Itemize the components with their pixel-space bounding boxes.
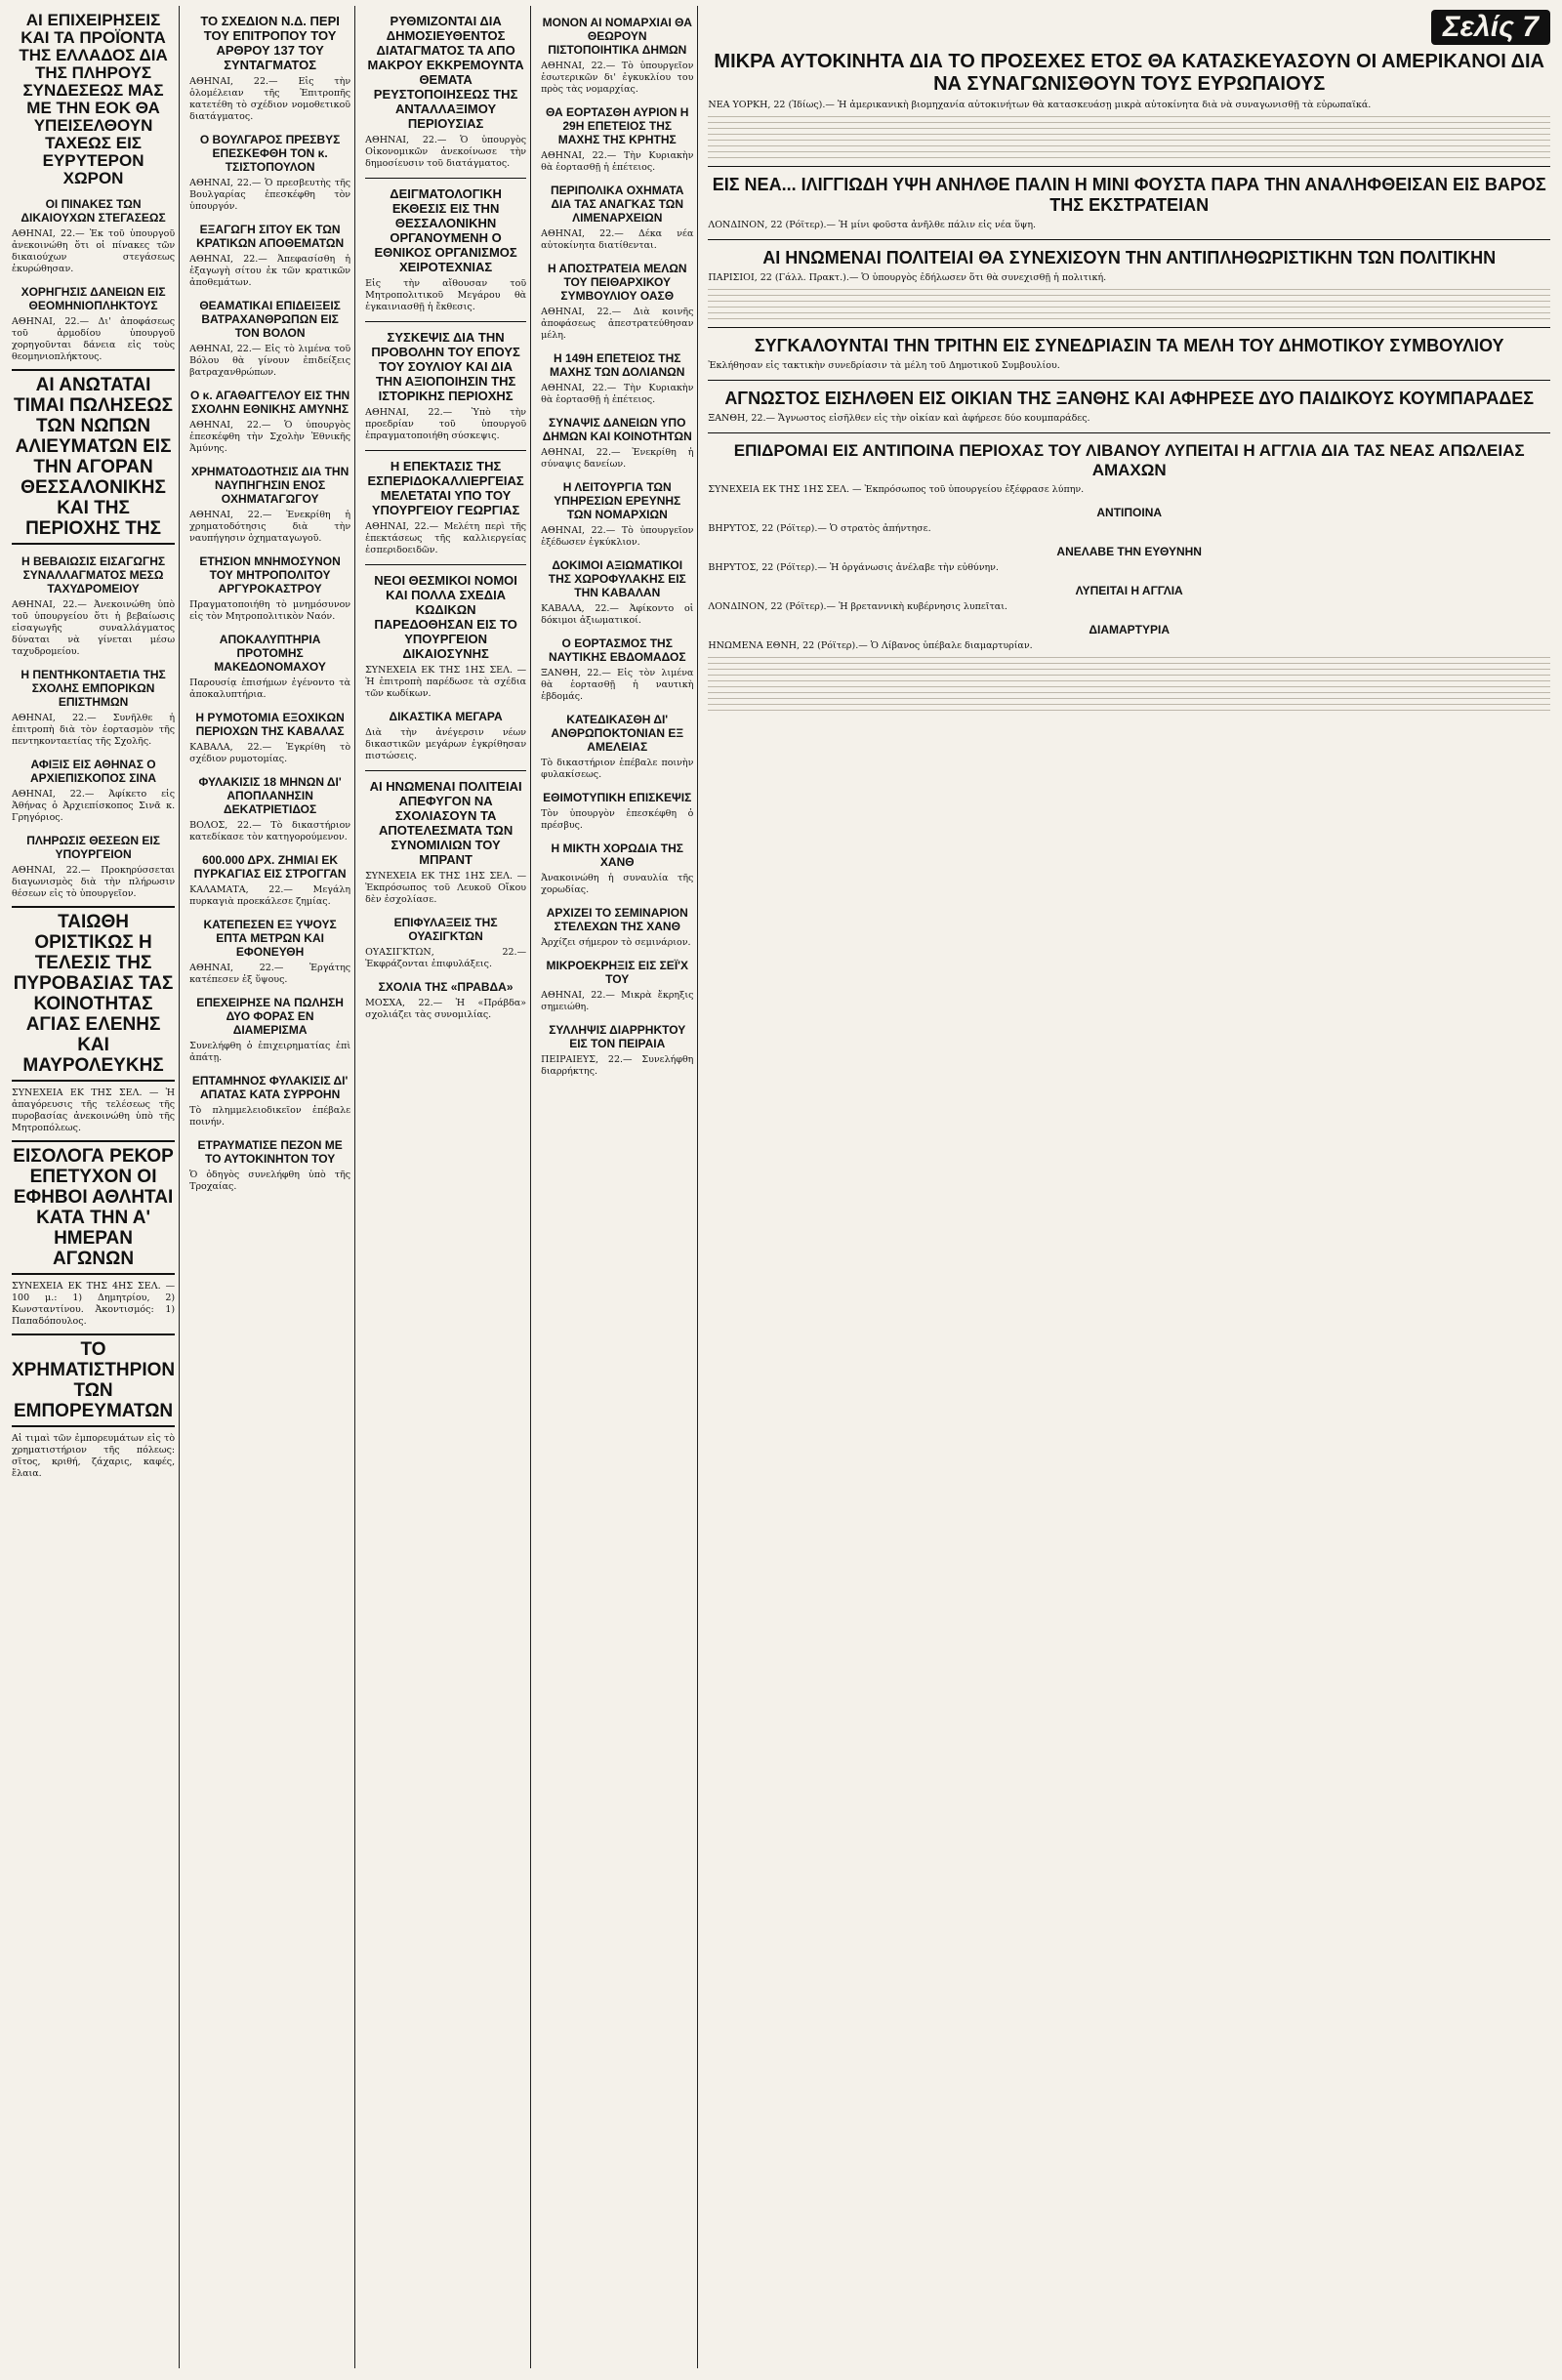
divider	[365, 450, 526, 451]
article-battle-of-crete: ΑΘΗΝΑΙ, 22.— Τὴν Κυριακὴν θὰ ἑορτασθῇ ἡ ἐπέτειος.	[541, 150, 694, 173]
headline-bust-unveiling: ΑΠΟΚΑΛΥΠΤΗΡΙΑ ΠΡΟΤΟΜΗΣ ΜΑΚΕΔΟΝΟΜΑΧΟΥ	[214, 633, 326, 674]
column-2	[185, 6, 355, 2368]
article-ferry-funding: ΑΘΗΝΑΙ, 22.— Ἐνεκρίθη ἡ χρηματοδότησις διὰ τὴν ναυπήγησιν ὀχηματαγωγοῦ.	[189, 510, 351, 544]
article-piggy-banks: ΞΑΝΘΗ, 22.— Ἄγνωστος εἰσῆλθεν εἰς τὴν οἰκίαν καὶ ἀφήρεσε δύο κουμπαράδες.	[708, 413, 1090, 424]
article-protest: ΗΝΩΜΕΝΑ ΕΘΝΗ, 22 (Ρόϊτερ).— Ὁ Λίβανος ὑπέβαλε διαμαρτυρίαν.	[708, 640, 1033, 651]
right-section	[704, 6, 1554, 2368]
article-seminar: Ἀρχίζει σήμερον τὸ σεμινάριον.	[541, 937, 691, 948]
article-bulgarian-ambassador: ΑΘΗΝΑΙ, 22.— Ὁ πρεσβευτὴς τῆς Βουλγαρίας ἐπεσκέφθη τὸν ὑπουργόν.	[189, 178, 351, 212]
subhead-loans-disaster: ΧΟΡΗΓΗΣΙΣ ΔΑΝΕΙΩΝ ΕΙΣ ΘΕΟΜΗΝΙΟΠΛΗΚΤΟΥΣ	[21, 285, 166, 312]
headline-anti-inflation: ΑΙ ΗΝΩΜΕΝΑΙ ΠΟΛΙΤΕΙΑΙ ΘΑ ΣΥΝΕΧΙΣΟΥΝ ΤΗΝ ΑΝΤΙΠΛΗΘΩΡΙΣΤΙΚΗΝ ΤΩΝ ΠΟΛΙΤΙΚΗΝ	[762, 248, 1497, 267]
article-manslaughter: Τὸ δικαστήριον ἐπέβαλε ποινὴν φυλακίσεως.	[541, 758, 694, 780]
article-souli-epic: ΑΘΗΝΑΙ, 22.— Ὑπὸ τὴν προεδρίαν τοῦ ὑπουργοῦ ἐπραγματοποιήθη σύσκεψις.	[365, 407, 527, 441]
headline-nd-plan: ΤΟ ΣΧΕΔΙΟΝ Ν.Δ. ΠΕΡΙ ΤΟΥ ΕΠΙΤΡΟΠΟΥ ΤΟΥ ΑΡΘΡΟΥ 137 ΤΟΥ ΣΥΝΤΑΓΜΑΤΟΣ	[200, 14, 340, 72]
divider	[365, 178, 526, 179]
divider	[708, 432, 1550, 433]
article-loans-disaster: ΑΘΗΝΑΙ, 22.— Δι' ἀποφάσεως τοῦ ἁρμοδίου ὑπουργοῦ χορηγοῦνται δάνεια εἰς τοὺς θεομηνιοπλήκτους.	[12, 316, 176, 362]
article-fire-damages: ΚΑΛΑΜΑΤΑ, 22.— Μεγάλη πυρκαγιὰ προεκάλεσε ζημίας.	[189, 884, 351, 907]
headline-seminar: ΑΡΧΙΖΕΙ ΤΟ ΣΕΜΙΝΑΡΙΟΝ ΣΤΕΛΕΧΩΝ ΤΗΣ ΧΑΝΘ	[546, 906, 688, 933]
article-small-explosion: ΑΘΗΝΑΙ, 22.— Μικρὰ ἔκρηξις σημειώθη.	[541, 990, 694, 1012]
article-wheat-export: ΑΘΗΝΑΙ, 22.— Ἀπεφασίσθη ἡ ἐξαγωγὴ σίτου ἐκ τῶν κρατικῶν ἀποθεμάτων.	[189, 254, 351, 288]
headline-handicraft-exhibition: ΔΕΙΓΜΑΤΟΛΟΓΙΚΗ ΕΚΘΕΣΙΣ ΕΙΣ ΤΗΝ ΘΕΣΣΑΛΟΝΙΚΗΝ ΟΡΓΑΝΟΥΜΕΝΗ Ο ΕΘΝΙΚΟΣ ΟΡΓΑΝΙΣΜΟΣ ΧΕΙΡΟΤΕΧΝΙΑΣ	[374, 186, 517, 274]
headline-manslaughter: ΚΑΤΕΔΙΚΑΣΘΗ ΔΙ' ΑΝΘΡΩΠΟΚΤΟΝΙΑΝ ΕΞ ΑΜΕΛΕΙΑΣ	[551, 713, 684, 754]
article-brandt-talks: ΣΥΝΕΧΕΙΑ ΕΚ ΤΗΣ 1ΗΣ ΣΕΛ. — Ἐκπρόσωπος τοῦ Λευκοῦ Οἴκου δὲν ἐσχολίασε.	[365, 871, 527, 905]
article-archbishop: ΑΘΗΝΑΙ, 22.— Ἀφίκετο εἰς Ἀθήνας ὁ Ἀρχιεπίσκοπος Σινᾶ κ. Γρηγόριος.	[12, 789, 176, 823]
headline-pedestrian: ΕΤΡΑΥΜΑΤΙΣΕ ΠΕΖΟΝ ΜΕ ΤΟ ΑΥΤΟΚΙΝΗΤΟΝ ΤΟΥ	[197, 1138, 343, 1166]
subhead-washington: ΕΠΙΦΥΛΑΞΕΙΣ ΤΗΣ ΟΥΑΣΙΓΚΤΩΝ	[393, 916, 498, 943]
divider	[708, 380, 1550, 381]
article-nd-plan: ΑΘΗΝΑΙ, 22.— Εἰς τὴν ὁλομέλειαν τῆς Ἐπιτροπῆς κατετέθη τὸ σχέδιον νομοθετικοῦ διατάγματος.	[189, 76, 351, 122]
headline-piggy-banks: ΑΓΝΩΣΤΟΣ ΕΙΣΗΛΘΕΝ ΕΙΣ ΟΙΚΙΑΝ ΤΗΣ ΞΑΝΘΗΣ ΚΑΙ ΑΦΗΡΕΣΕ ΔΥΟ ΠΑΙΔΙΚΟΥΣ ΚΟΥΜΠΑΡΑΔΕΣ	[724, 389, 1535, 408]
article-england-regrets: ΛΟΝΔΙΝΟΝ, 22 (Ρόϊτερ).— Ἡ βρεταννικὴ κυβέρνησις λυπεῖται.	[708, 601, 1007, 612]
article-anti-inflation: ΠΑΡΙΣΙΟΙ, 22 (Γάλλ. Πρακτ.).— Ὁ ὑπουργὸς ἐδήλωσεν ὅτι θὰ συνεχισθῇ ἡ πολιτική.	[708, 272, 1107, 283]
headline-patrol-vehicles: ΠΕΡΙΠΟΛΙΚΑ ΟΧΗΜΑΤΑ ΔΙΑ ΤΑΣ ΑΝΑΓΚΑΣ ΤΩΝ ΛΙΜΕΝΑΡΧΕΙΩΝ	[551, 184, 684, 225]
headline-formal-visit: ΕΘΙΜΟΤΥΠΙΚΗ ΕΠΙΣΚΕΨΙΣ	[543, 791, 692, 804]
headline-brandt-talks: ΑΙ ΗΝΩΜΕΝΑΙ ΠΟΛΙΤΕΙΑΙ ΑΠΕΦΥΓΟΝ ΝΑ ΣΧΟΛΙΑΣΟΥΝ ΤΑ ΑΠΟΤΕΛΕΣΜΑΤΑ ΤΩΝ ΣΥΝΟΜΙΛΙΩΝ ΤΟΥ ΜΠΡΑΝΤ	[369, 779, 522, 867]
banner-ephebe-records: ΕΙΣΟΛΟΓΑ ΡΕΚΟΡ ΕΠΕΤΥΧΟΝ ΟΙ ΕΦΗΒΟΙ ΑΘΛΗΤΑΙ ΚΑΤΑ ΤΗΝ Α' ΗΜΕΡΑΝ ΑΓΩΝΩΝ	[12, 1140, 175, 1275]
headline-enterprises: ΑΙ ΕΠΙΧΕΙΡΗΣΕΙΣ ΚΑΙ ΤΑ ΠΡΟΪΟΝΤΑ ΤΗΣ ΕΛΛΑΔΟΣ ΔΙΑ ΤΗΣ ΠΛΗΡΟΥΣ ΣΥΝΔΕΣΕΩΣ ΜΑΣ ΜΕ ΤΗΝ ΕΟΚ ΘΑ ΥΠΕΙΣΕΛΘΟΥΝ ΤΑΧΕΩΣ ΕΙΣ ΕΥΡΥΤΕΡΟΝ ΧΩΡΟΝ	[19, 11, 168, 187]
subhead-courthouses: ΔΙΚΑΣΤΙΚΑ ΜΕΓΑΡΑ	[389, 710, 503, 723]
article-city-council: Ἐκλήθησαν εἰς τακτικὴν συνεδρίασιν τὰ μέλη τοῦ Δημοτικοῦ Συμβουλίου.	[708, 360, 1060, 371]
article-exchangeable-property: ΑΘΗΝΑΙ, 22.— Ὁ ὑπουργὸς Οἰκονομικῶν ἀνεκοίνωσε τὴν δημοσίευσιν τοῦ διατάγματος.	[365, 135, 527, 169]
article-positions: ΑΘΗΝΑΙ, 22.— Προκηρύσσεται διαγωνισμὸς διὰ τὴν πλήρωσιν θέσεων εἰς τὸ ὑπουργεῖον.	[12, 865, 176, 899]
headline-apartment-fraud: ΕΠΕΧΕΙΡΗΣΕ ΝΑ ΠΩΛΗΣΗ ΔΥΟ ΦΟΡΑΣ ΕΝ ΔΙΑΜΕΡΙΣΜΑ	[196, 996, 344, 1037]
article-oasth: ΑΘΗΝΑΙ, 22.— Διὰ κοινῆς ἀποφάσεως ἀπεστρατεύθησαν μέλη.	[541, 307, 694, 341]
column-4	[537, 6, 698, 2368]
headline-battle-of-crete: ΘΑ ΕΟΡΤΑΣΘΗ ΑΥΡΙΟΝ Η 29Η ΕΠΕΤΕΙΟΣ ΤΗΣ ΜΑΧΗΣ ΤΗΣ ΚΡΗΤΗΣ	[546, 105, 689, 146]
headline-exchangeable-property: ΡΥΘΜΙΖΟΝΤΑΙ ΔΙΑ ΔΗΜΟΣΙΕΥΘΕΝΤΟΣ ΔΙΑΤΑΓΜΑΤΟΣ ΤΑ ΑΠΟ ΜΑΚΡΟΥ ΕΚΚΡΕΜΟΥΝΤΑ ΘΕΜΑΤΑ ΡΕΥΣΤΟΠΟΙΗΣΕΩΣ ΤΗΣ ΑΝΤΑΛΛΑΞΙΜΟΥ ΠΕΡΙΟΥΣΙΑΣ	[367, 14, 524, 131]
headline-lebanon-raids: ΕΠΙΔΡΟΜΑΙ ΕΙΣ ΑΝΤΙΠΟΙΝΑ ΠΕΡΙΟΧΑΣ ΤΟΥ ΛΙΒΑΝΟΥ ΛΥΠΕΙΤΑΙ Η ΑΓΓΛΙΑ ΔΙΑ ΤΑΣ ΝΕΑΣ ΑΠΩΛΕΙΑΣ ΑΜΑΧΩΝ	[733, 441, 1525, 479]
article-lebanon-raids: ΣΥΝΕΧΕΙΑ ΕΚ ΤΗΣ 1ΗΣ ΣΕΛ. — Ἐκπρόσωπος τοῦ ὑπουργείου ἐξέφρασε λύπην.	[708, 484, 1085, 495]
headline-wheat-export: ΕΞΑΓΩΓΗ ΣΙΤΟΥ ΕΚ ΤΩΝ ΚΡΑΤΙΚΩΝ ΑΠΟΘΕΜΑΤΩΝ	[196, 223, 345, 250]
headline-oasth: Η ΑΠΟΣΤΡΑΤΕΙΑ ΜΕΛΩΝ ΤΟΥ ΠΕΙΘΑΡΧΙΚΟΥ ΣΥΜΒΟΥΛΙΟΥ ΟΑΣΘ	[547, 262, 687, 303]
article-handicraft-exhibition: Εἰς τὴν αἴθουσαν τοῦ Μητροπολιτικοῦ Μεγάρου θὰ ἐγκαινιασθῇ ἡ ἔκθεσις.	[365, 278, 527, 312]
article-prefectures: ΑΘΗΝΑΙ, 22.— Τὸ ὑπουργεῖον ἐσωτερικῶν δι' ἐγκυκλίου του πρὸς τὰς νομαρχίας.	[541, 61, 694, 95]
article-school-anniversary: ΑΘΗΝΑΙ, 22.— Συνῆλθε ἡ ἐπιτροπὴ διὰ τὸν ἑορτασμὸν τῆς πεντηκονταετίας τῆς Σχολῆς.	[12, 713, 176, 747]
article-naval-week: ΞΑΝΘΗ, 22.— Εἰς τὸν λιμένα θὰ ἑορτασθῇ ἡ ναυτικὴ ἑβδομάς.	[541, 668, 694, 702]
article-body-lines	[708, 289, 1550, 319]
article-frogmen: ΑΘΗΝΑΙ, 22.— Εἰς τὸ λιμένα τοῦ Βόλου θὰ γίνουν ἐπιδείξεις βατραχανθρώπων.	[189, 344, 351, 378]
divider	[708, 327, 1550, 328]
subhead-england-regrets: ΛΥΠΕΙΤΑΙ Η ΑΓΓΛΙΑ	[1075, 584, 1183, 597]
masthead	[708, 10, 1550, 45]
headline-fall-death: ΚΑΤΕΠΕΣΕΝ ΕΞ ΥΨΟΥΣ ΕΠΤΑ ΜΕΤΡΩΝ ΚΑΙ ΕΦΟΝΕΥΘΗ	[203, 918, 337, 959]
headline-naval-week: Ο ΕΟΡΤΑΣΜΟΣ ΤΗΣ ΝΑΥΤΙΚΗΣ ΕΒΔΟΜΑΔΟΣ	[548, 636, 686, 664]
article-kavala-planning: ΚΑΒΑΛΑ, 22.— Ἐγκρίθη τὸ σχέδιον ρυμοτομίας.	[189, 742, 351, 764]
subhead-archbishop: ΑΦΙΞΙΣ ΕΙΣ ΑΘΗΝΑΣ Ο ΑΡΧΙΕΠΙΣΚΟΠΟΣ ΣΙΝΑ	[30, 758, 157, 785]
headline-citrus: Η ΕΠΕΚΤΑΣΙΣ ΤΗΣ ΕΣΠΕΡΙΔΟΚΑΛΛΙΕΡΓΕΙΑΣ ΜΕΛΕΤΑΤΑΙ ΥΠΟ ΤΟΥ ΥΠΟΥΡΓΕΙΟΥ ΓΕΩΡΓΙΑΣ	[367, 459, 524, 517]
article-imprisonment: ΒΟΛΟΣ, 22.— Τὸ δικαστήριον κατεδίκασε τὸν κατηγορούμενον.	[189, 820, 351, 842]
article-body-lines	[708, 116, 1550, 158]
article-dolianoi: ΑΘΗΝΑΙ, 22.— Τὴν Κυριακὴν θὰ ἑορτασθῇ ἡ ἐπέτειος.	[541, 383, 694, 405]
newspaper-page	[8, 6, 1554, 2368]
headline-defence-school: Ο κ. ΑΓΑΘΑΓΓΕΛΟΥ ΕΙΣ ΤΗΝ ΣΧΟΛΗΝ ΕΘΝΙΚΗΣ ΑΜΥΝΗΣ	[190, 389, 350, 416]
page-number-tag: Σελίς 7	[1431, 10, 1550, 45]
headline-frogmen: ΘΕΑΜΑΤΙΚΑΙ ΕΠΙΔΕΙΞΕΙΣ ΒΑΤΡΑΧΑΝΘΡΩΠΩΝ ΕΙΣ ΤΟΝ ΒΟΛΟΝ	[199, 299, 341, 340]
article-apartment-fraud: Συνελήφθη ὁ ἐπιχειρηματίας ἐπὶ ἀπάτῃ.	[189, 1041, 351, 1063]
headline-municipal-loans: ΣΥΝΑΨΙΣ ΔΑΝΕΙΩΝ ΥΠΟ ΔΗΜΩΝ ΚΑΙ ΚΟΙΝΟΤΗΤΩΝ	[542, 416, 692, 443]
headline-kavala-planning: Η ΡΥΜΟΤΟΜΙΑ ΕΞΟΧΙΚΩΝ ΠΕΡΙΟΧΩΝ ΤΗΣ ΚΑΒΑΛΑΣ	[195, 711, 345, 738]
divider	[365, 564, 526, 565]
subhead-reprisals: ΑΝΤΙΠΟΙΝΑ	[1096, 506, 1163, 519]
article-body-lines	[708, 657, 1550, 711]
headline-burglar: ΣΥΛΛΗΨΙΣ ΔΙΑΡΡΗΚΤΟΥ ΕΙΣ ΤΟΝ ΠΕΙΡΑΙΑ	[549, 1023, 686, 1050]
article-commodity-exchange: Αἱ τιμαὶ τῶν ἐμπορευμάτων εἰς τὸ χρηματιστήριον τῆς πόλεως: σῖτος, κριθή, ζάχαρις, καφές, ἔλαια.	[12, 1433, 176, 1479]
divider	[708, 239, 1550, 240]
article-cadet-officers: ΚΑΒΑΛΑ, 22.— Ἀφίκοντο οἱ δόκιμοι ἀξιωματικοί.	[541, 603, 694, 626]
article-responsibility: ΒΗΡΥΤΟΣ, 22 (Ρόϊτερ).— Ἡ ὀργάνωσις ἀνέλαβε τὴν εὐθύνην.	[708, 562, 999, 573]
divider	[365, 770, 526, 771]
article-firewalking: ΣΥΝΕΧΕΙΑ ΕΚ ΤΗΣ ΣΕΛ. — Ἡ ἀπαγόρευσις τῆς τελέσεως τῆς πυροβασίας ἀνεκοινώθη ὑπὸ τῆς Μητροπόλεως.	[12, 1087, 176, 1133]
article-reprisals: ΒΗΡΥΤΟΣ, 22 (Ρόϊτερ).— Ὁ στρατὸς ἀπήντησε.	[708, 523, 931, 534]
subhead-protest: ΔΙΑΜΑΡΤΥΡΙΑ	[1089, 623, 1171, 636]
headline-fire-damages: 600.000 ΔΡΧ. ΖΗΜΙΑΙ ΕΚ ΠΥΡΚΑΓΙΑΣ ΕΙΣ ΣΤΡΟΓΓΑΝ	[193, 853, 347, 881]
article-burglar: ΠΕΙΡΑΙΕΥΣ, 22.— Συνελήφθη διαρρήκτης.	[541, 1054, 694, 1077]
divider	[708, 166, 1550, 167]
subhead-school-anniversary: Η ΠΕΝΤΗΚΟΝΤΑΕΤΙΑ ΤΗΣ ΣΧΟΛΗΣ ΕΜΠΟΡΙΚΩΝ ΕΠΙΣΤΗΜΩΝ	[21, 668, 166, 709]
article-fall-death: ΑΘΗΝΑΙ, 22.— Ἐργάτης κατέπεσεν ἐξ ὕψους.	[189, 963, 351, 985]
subhead-housing-lists: ΟΙ ΠΙΝΑΚΕΣ ΤΩΝ ΔΙΚΑΙΟΥΧΩΝ ΣΤΕΓΑΣΕΩΣ	[21, 197, 166, 225]
headline-memorial: ΕΤΗΣΙΟΝ ΜΝΗΜΟΣΥΝΟΝ ΤΟΥ ΜΗΤΡΟΠΟΛΙΤΟΥ ΑΡΓΥΡΟΚΑΣΤΡΟΥ	[199, 554, 341, 595]
subhead-responsibility: ΑΝΕΛΑΒΕ ΤΗΝ ΕΥΘΥΝΗΝ	[1056, 545, 1202, 558]
article-mini-skirt: ΛΟΝΔΙΝΟΝ, 22 (Ρόϊτερ).— Ἡ μίνι φοῦστα ἀνῆλθε πάλιν εἰς νέα ὕψη.	[708, 220, 1037, 230]
headline-choir: Η ΜΙΚΤΗ ΧΟΡΩΔΙΑ ΤΗΣ ΧΑΝΘ	[551, 841, 683, 869]
divider	[365, 321, 526, 322]
article-bust-unveiling: Παρουσίᾳ ἐπισήμων ἐγένοντο τὰ ἀποκαλυπτήρια.	[189, 677, 351, 700]
article-municipal-loans: ΑΘΗΝΑΙ, 22.— Ἐνεκρίθη ἡ σύναψις δανείων.	[541, 447, 694, 470]
banner-commodity-exchange: ΤΟ ΧΡΗΜΑΤΙΣΤΗΡΙΟΝ ΤΩΝ ΕΜΠΟΡΕΥΜΑΤΩΝ	[12, 1334, 175, 1427]
headline-bulgarian-ambassador: Ο ΒΟΥΛΓΑΡΟΣ ΠΡΕΣΒΥΣ ΕΠΕΣΚΕΦΘΗ ΤΟΝ κ. ΤΣΙΣΤΟΠΟΥΛΟΝ	[199, 133, 341, 174]
article-defence-school: ΑΘΗΝΑΙ, 22.— Ὁ ὑπουργὸς ἐπεσκέφθη τὴν Σχολὴν Ἐθνικῆς Ἀμύνης.	[189, 420, 351, 454]
article-pedestrian: Ὁ ὁδηγὸς συνελήφθη ὑπὸ τῆς Τροχαίας.	[189, 1169, 351, 1192]
headline-imprisonment: ΦΥΛΑΚΙΣΙΣ 18 ΜΗΝΩΝ ΔΙ' ΑΠΟΠΛΑΝΗΣΙΝ ΔΕΚΑΤΡΙΕΤΙΔΟΣ	[198, 775, 342, 816]
headline-prefectures: ΜΟΝΟΝ ΑΙ ΝΟΜΑΡΧΙΑΙ ΘΑ ΘΕΩΡΟΥΝ ΠΙΣΤΟΠΟΙΗΤΙΚΑ ΔΗΜΩΝ	[542, 16, 692, 57]
article-fraud-sentence: Τὸ πλημμελειοδικεῖον ἐπέβαλε ποινήν.	[189, 1105, 351, 1128]
article-small-cars: ΝΕΑ ΥΟΡΚΗ, 22 (Ἰδίως).— Ἡ ἀμερικανικὴ βιομηχανία αὐτοκινήτων θὰ κατασκευάσῃ μικρὰ αὐτοκίνητα διὰ νὰ συναγωνισθῇ τὰ εὐρωπαϊκά.	[708, 100, 1372, 110]
headline-small-explosion: ΜΙΚΡΟΕΚΡΗΞΙΣ ΕΙΣ ΣΕΪ'Χ ΤΟΥ	[546, 959, 689, 986]
headline-fraud-sentence: ΕΠΤΑΜΗΝΟΣ ΦΥΛΑΚΙΣΙΣ ΔΙ' ΑΠΑΤΑΣ ΚΑΤΑ ΣΥΡΡΟΗΝ	[191, 1074, 349, 1101]
headline-dolianoi: Η 149Η ΕΠΕΤΕΙΟΣ ΤΗΣ ΜΑΧΗΣ ΤΩΝ ΔΟΛΙΑΝΩΝ	[550, 351, 685, 379]
article-ephebe-records: ΣΥΝΕΧΕΙΑ ΕΚ ΤΗΣ 4ΗΣ ΣΕΛ. — 100 μ.: 1) Δημητρίου, 2) Κωνσταντίνου. Ἀκοντισμός: 1) Παπαδόπουλος.	[12, 1281, 176, 1327]
article-legal-codes: ΣΥΝΕΧΕΙΑ ΕΚ ΤΗΣ 1ΗΣ ΣΕΛ. — Ἡ ἐπιτροπὴ παρέδωσε τὰ σχέδια τῶν κωδίκων.	[365, 665, 527, 699]
article-citrus: ΑΘΗΝΑΙ, 22.— Μελέτη περὶ τῆς ἐπεκτάσεως τῆς καλλιεργείας ἐσπεριδοειδῶν.	[365, 521, 527, 555]
article-research-services: ΑΘΗΝΑΙ, 22.— Τὸ ὑπουργεῖον ἐξέδωσεν ἐγκύκλιον.	[541, 525, 694, 548]
article-washington: ΟΥΑΣΙΓΚΤΩΝ, 22.— Ἐκφράζονται ἐπιφυλάξεις.	[365, 947, 527, 969]
article-choir: Ἀνακοινώθη ἡ συναυλία τῆς χορωδίας.	[541, 873, 694, 895]
headline-souli-epic: ΣΥΣΚΕΨΙΣ ΔΙΑ ΤΗΝ ΠΡΟΒΟΛΗΝ ΤΟΥ ΕΠΟΥΣ ΤΟΥ ΣΟΥΛΙΟΥ ΚΑΙ ΔΙΑ ΤΗΝ ΑΞΙΟΠΟΙΗΣΙΝ ΤΗΣ ΙΣΤΟΡΙΚΗΣ ΠΕΡΙΟΧΗΣ	[371, 330, 520, 403]
headline-city-council: ΣΥΓΚΑΛΟΥΝΤΑΙ ΤΗΝ ΤΡΙΤΗΝ ΕΙΣ ΣΥΝΕΔΡΙΑΣΙΝ ΤΑ ΜΕΛΗ ΤΟΥ ΔΗΜΟΤΙΚΟΥ ΣΥΜΒΟΥΛΙΟΥ	[754, 336, 1504, 355]
column-1	[8, 6, 180, 2368]
headline-research-services: Η ΛΕΙΤΟΥΡΓΙΑ ΤΩΝ ΥΠΗΡΕΣΙΩΝ ΕΡΕΥΝΗΣ ΤΩΝ ΝΟΜΑΡΧΙΩΝ	[554, 480, 681, 521]
article-courthouses: Διὰ τὴν ἀνέγερσιν νέων δικαστικῶν μεγάρων ἐγκρίθησαν πιστώσεις.	[365, 727, 527, 761]
article-pravda: ΜΟΣΧΑ, 22.— Ἡ «Πράβδα» σχολιάζει τὰς συνομιλίας.	[365, 998, 527, 1020]
article-memorial: Πραγματοποιήθη τὸ μνημόσυνον εἰς τὸν Μητροπολιτικὸν Ναόν.	[189, 599, 351, 622]
subhead-positions: ΠΛΗΡΩΣΙΣ ΘΕΣΕΩΝ ΕΙΣ ΥΠΟΥΡΓΕΙΟΝ	[26, 834, 160, 861]
banner-firewalking: ΤΑΙΩΘΗ ΟΡΙΣΤΙΚΩΣ Η ΤΕΛΕΣΙΣ ΤΗΣ ΠΥΡΟΒΑΣΙΑΣ ΤΑΣ ΚΟΙΝΟΤΗΤΑΣ ΑΓΙΑΣ ΕΛΕΝΗΣ ΚΑΙ ΜΑΥΡΟΛΕΥΚΗΣ	[12, 906, 175, 1082]
article-exchange-post: ΑΘΗΝΑΙ, 22.— Ἀνεκοινώθη ὑπὸ τοῦ ὑπουργείου ὅτι ἡ βεβαίωσις εἰσαγωγῆς συναλλάγματος δύναται νὰ γίνεται μέσω ταχυδρομείου.	[12, 599, 176, 657]
headline-cadet-officers: ΔΟΚΙΜΟΙ ΑΞΙΩΜΑΤΙΚΟΙ ΤΗΣ ΧΩΡΟΦΥΛΑΚΗΣ ΕΙΣ ΤΗΝ ΚΑΒΑΛΑΝ	[548, 558, 686, 599]
column-3	[361, 6, 531, 2368]
banner-fish-prices: ΑΙ ΑΝΩΤΑΤΑΙ ΤΙΜΑΙ ΠΩΛΗΣΕΩΣ ΤΩΝ ΝΩΠΩΝ ΑΛΙΕΥΜΑΤΩΝ ΕΙΣ ΤΗΝ ΑΓΟΡΑΝ ΘΕΣΣΑΛΟΝΙΚΗΣ ΚΑΙ ΤΗΣ ΠΕΡΙΟΧΗΣ ΤΗΣ	[12, 369, 175, 545]
subhead-exchange-post: Η ΒΕΒΑΙΩΣΙΣ ΕΙΣΑΓΩΓΗΣ ΣΥΝΑΛΛΑΓΜΑΤΟΣ ΜΕΣΩ ΤΑΧΥΔΡΟΜΕΙΟΥ	[21, 554, 166, 595]
headline-legal-codes: ΝΕΟΙ ΘΕΣΜΙΚΟΙ ΝΟΜΟΙ ΚΑΙ ΠΟΛΛΑ ΣΧΕΔΙΑ ΚΩΔΙΚΩΝ ΠΑΡΕΔΟΘΗΣΑΝ ΕΙΣ ΤΟ ΥΠΟΥΡΓΕΙΟΝ ΔΙΚΑΙΟΣΥΝΗΣ	[374, 573, 517, 661]
headline-ferry-funding: ΧΡΗΜΑΤΟΔΟΤΗΣΙΣ ΔΙΑ ΤΗΝ ΝΑΥΠΗΓΗΣΙΝ ΕΝΟΣ ΟΧΗΜΑΤΑΓΩΓΟΥ	[190, 465, 349, 506]
headline-mini-skirt: ΕΙΣ ΝΕΑ... ΙΛΙΓΓΙΩΔΗ ΥΨΗ ΑΝΗΛΘΕ ΠΑΛΙΝ Η ΜΙΝΙ ΦΟΥΣΤΑ ΠΑΡΑ ΤΗΝ ΑΝΑΛΗΦΘΕΙΣΑΝ ΕΙΣ ΒΑΡΟΣ ΤΗΣ ΕΚΣΤΡΑΤΕΙΑΝ	[712, 175, 1546, 215]
headline-small-cars: ΜΙΚΡΑ ΑΥΤΟΚΙΝΗΤΑ ΔΙΑ ΤΟ ΠΡΟΣΕΧΕΣ ΕΤΟΣ ΘΑ ΚΑΤΑΣΚΕΥΑΣΟΥΝ ΟΙ ΑΜΕΡΙΚΑΝΟΙ ΔΙΑ ΝΑ ΣΥΝΑΓΩΝΙΣΘΟΥΝ ΤΟΥΣ ΕΥΡΩΠΑΙΟΥΣ	[714, 51, 1544, 95]
article-formal-visit: Τὸν ὑπουργὸν ἐπεσκέφθη ὁ πρέσβυς.	[541, 808, 694, 831]
article-patrol-vehicles: ΑΘΗΝΑΙ, 22.— Δέκα νέα αὐτοκίνητα διατίθενται.	[541, 228, 694, 251]
subhead-pravda: ΣΧΟΛΙΑ ΤΗΣ «ΠΡΑΒΔΑ»	[378, 980, 514, 994]
article-housing-lists: ΑΘΗΝΑΙ, 22.— Ἐκ τοῦ ὑπουργοῦ ἀνεκοινώθη ὅτι οἱ πίνακες τῶν δικαιούχων στεγάσεως ἐκυρώθησαν.	[12, 228, 176, 274]
